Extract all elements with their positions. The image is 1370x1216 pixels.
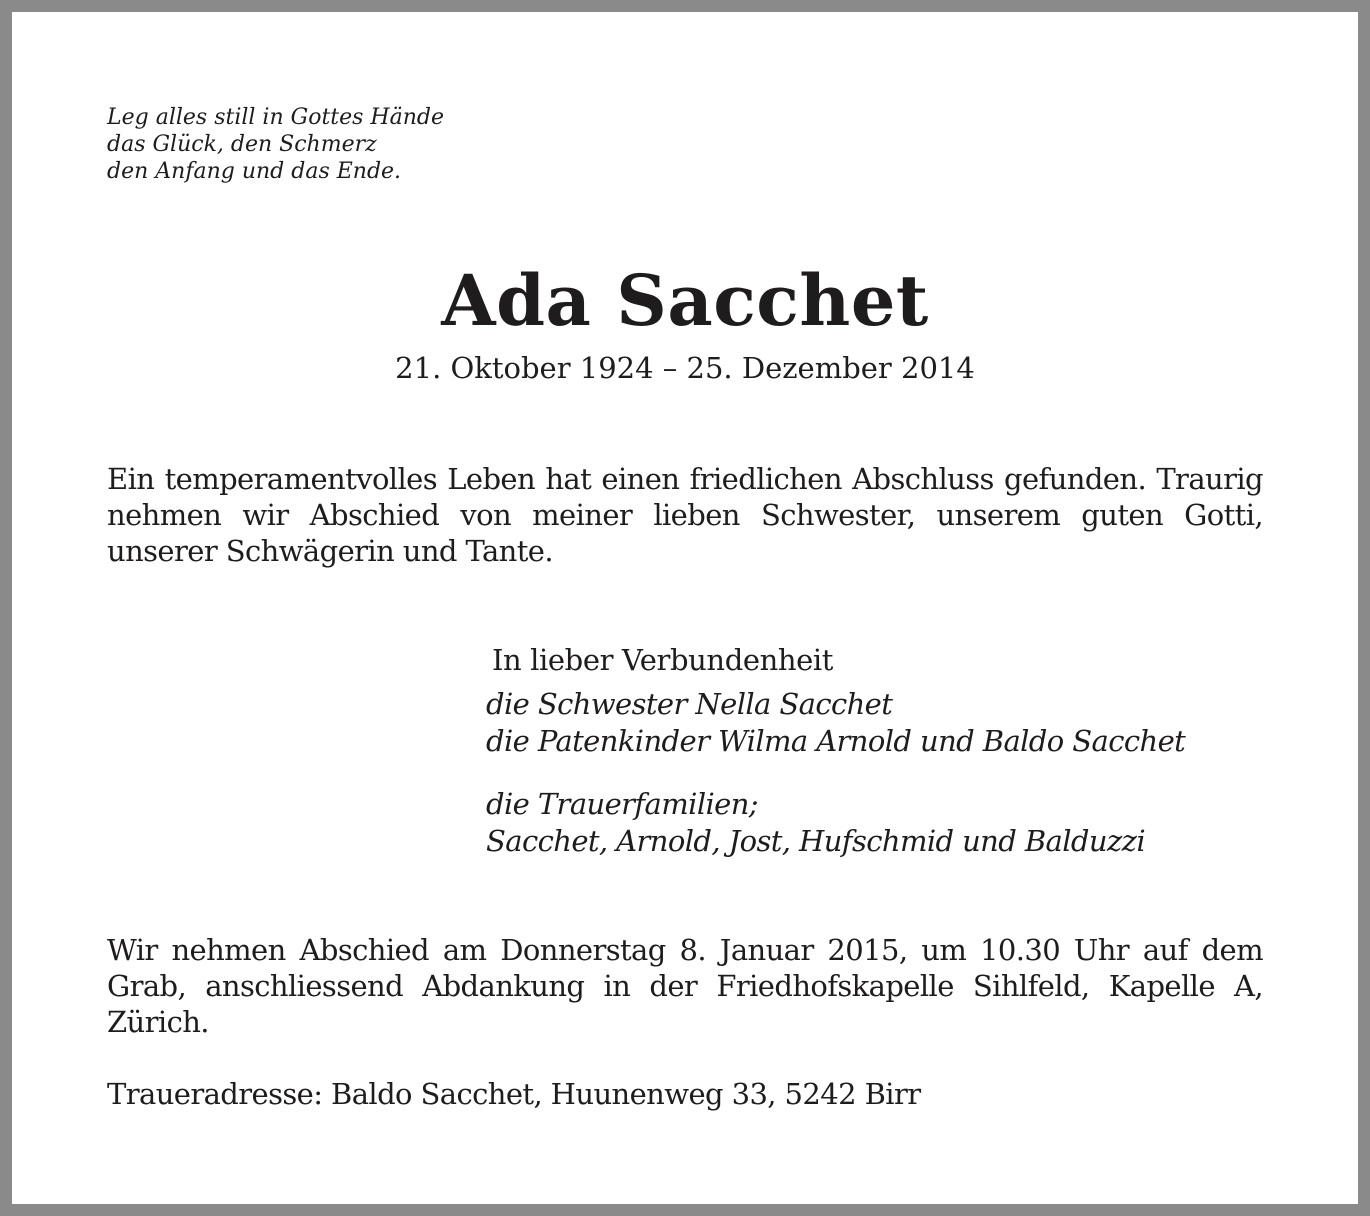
motto-line: Leg alles still in Gottes Hände	[107, 105, 445, 130]
mourning-address: Traueradresse: Baldo Sacchet, Huunenweg 33, 5242 Birr	[107, 1077, 921, 1111]
life-dates: 21. Oktober 1924 – 25. Dezember 2014	[395, 351, 975, 385]
mourner-line: die Trauerfamilien;	[486, 787, 758, 821]
farewell-message: Ein temperamentvolles Leben hat einen friedlichen Abschluss gefunden. Traurig nehmen wir Abschied von meiner lieben Schwester, unserem guten Gotti, unserer Schwägerin und Tante.	[107, 462, 1263, 568]
deceased-name: Ada Sacchet	[441, 259, 929, 342]
motto-verse	[107, 104, 444, 185]
mourner-line: die Schwester Nella Sacchet	[486, 687, 893, 721]
ceremony-details: Wir nehmen Abschied am Donnerstag 8. Januar 2015, um 10.30 Uhr auf dem Grab, anschliessend Abdankung in der Friedhofskapelle Sihlfeld, Kapelle A, Zürich.	[107, 933, 1263, 1039]
mourners-family	[486, 686, 1185, 760]
motto-line: den Anfang und das Ende.	[107, 159, 402, 184]
mourner-line: Sacchet, Arnold, Jost, Hufschmid und Balduzzi	[486, 824, 1145, 858]
closing-line: In lieber Verbundenheit	[492, 643, 834, 677]
obituary-page	[12, 12, 1358, 1204]
mourners-families	[486, 786, 1145, 860]
mourner-line: die Patenkinder Wilma Arnold und Baldo Sacchet	[486, 724, 1186, 758]
motto-line: das Glück, den Schmerz	[107, 132, 377, 157]
